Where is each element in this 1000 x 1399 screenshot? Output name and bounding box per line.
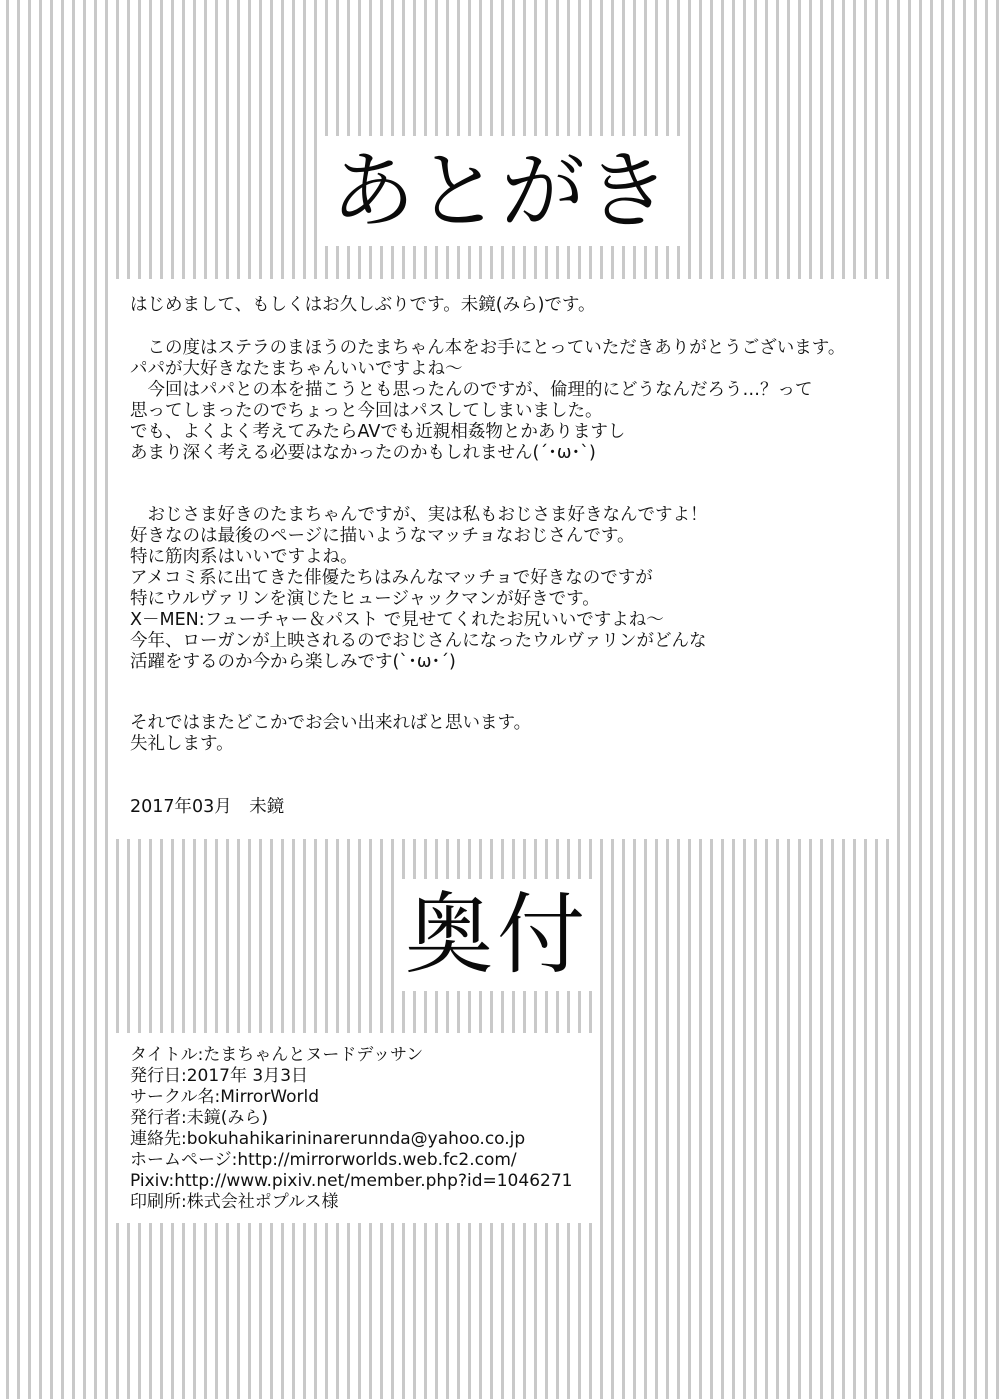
afterword-heading: あとがき [330, 142, 671, 240]
colophon-heading: 奥付 [404, 883, 589, 986]
afterword-text-box [114, 279, 890, 839]
colophon-contact-line: 連絡先:bokuhahikarininarerunnda@yahoo.co.jp [130, 1129, 526, 1149]
colophon-details-box [114, 1033, 598, 1223]
colophon-pixiv-line: Pixiv:http://www.pixiv.net/member.php?id=1046271 [130, 1171, 573, 1191]
afterword-closing: それではまたどこかでお会い出来ればと思います。 失礼します。 [130, 713, 532, 754]
afterword-paragraph-thanks: この度はステラのまほうのたまちゃん本をお手にとっていただきありがとうございます。 パパが大好きなたまちゃんいいですよね～ 今回はパパとの本を描こうとも思ったんのですが、倫理的にどうなんだろう…？って 思ってしまったのでちょっと今回はパスしてしまいました。 でも、よくよく考えてみたらAVでも近親相姦物とかありますし あまり深く考える必要はなかったのかもしれません(´･ω･`) [130, 338, 846, 463]
afterword-paragraph-ojisama: おじさま好きのたまちゃんですが、実は私もおじさま好きなんですよ！ 好きなのは最後のページに描いようなマッチョなおじさんです。 特に筋肉系はいいですよね。 アメコミ系に出てきた俳優たちはみんなマッチョで好きなのですが 特にウルヴァリンを演じたヒュージャックマンが好きです。 X－MEN:フューチャー＆パスト で見せてくれたお尻いいですよね～ 今年、ローガンが上映されるのでおじさんになったウルヴァリンがどんな 活躍をするのか今から楽しみです(`･ω･´) [130, 505, 708, 672]
colophon-printer-line: 印刷所:株式会社ポプルス様 [130, 1192, 339, 1212]
afterword-date-signature: 2017年03月 未鏡 [130, 797, 285, 817]
afterword-greeting: はじめまして、もしくはお久しぶりです。未鏡(みら)です。 [130, 295, 596, 315]
colophon-publisher-line: 発行者:未鏡(みら) [130, 1108, 268, 1128]
colophon-date-line: 発行日:2017年 3月3日 [130, 1066, 309, 1086]
colophon-title-line: タイトル:たまちゃんとヌードデッサン [130, 1045, 424, 1065]
colophon-homepage-line: ホームページ:http://mirrorworlds.web.fc2.com/ [130, 1150, 517, 1170]
colophon-circle-line: サークル名:MirrorWorld [130, 1087, 320, 1107]
afterword-heading-box [320, 136, 682, 246]
colophon-heading-box [394, 879, 600, 991]
